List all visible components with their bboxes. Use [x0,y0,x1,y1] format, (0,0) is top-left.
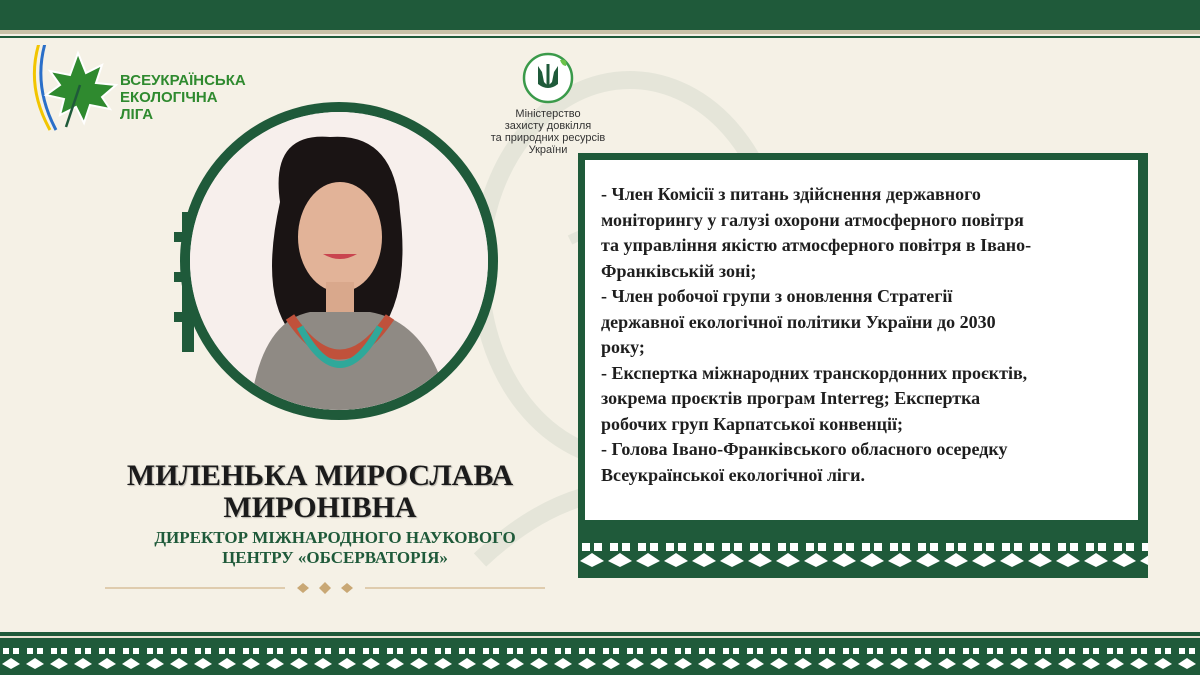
info-line-1: - Член Комісії з питань здійснення державного [601,184,981,204]
info-text [601,182,1131,488]
person-name-line-1: МИЛЕНЬКА МИРОСЛАВА [126,459,514,492]
bottom-ornament-band [0,632,1200,675]
info-text-box [585,160,1138,520]
ministry-trident-icon [522,52,574,104]
portrait-ring [180,102,498,420]
person-name [110,460,530,524]
info-line-11: - Голова Івано-Франківського обласного осередку [601,439,1008,459]
bottom-embroidery-pattern [0,642,1200,672]
info-line-6: державної екологічної політики України до 2030 [601,311,996,332]
person-title-line-1: ДИРЕКТОР МІЖНАРОДНОГО НАУКОВОГО [154,528,516,547]
info-line-5: - Член робочої групи з оновлення Стратегії [601,286,953,306]
decorative-divider [105,582,545,594]
ministry-line-2: захисту довкілля [504,120,592,132]
top-ornament-band [0,0,1200,34]
portrait-frame [180,102,512,434]
league-name-line-1: ВСЕУКРАЇНСЬКА [120,72,246,89]
info-line-10: робочих груп Карпатської конвенції; [601,413,904,434]
embroidery-pattern [578,531,1148,571]
person-name-line-2: МИРОНІВНА [223,491,417,524]
person-photo [190,112,488,410]
info-line-4: Франківській зоні; [601,260,757,281]
bottom-band-line [0,636,1200,638]
portrait-photo [190,112,488,410]
info-line-8: - Експертка міжнародних транскордонних проєктів, [601,362,1028,383]
league-name-line-3: ЛІГА [120,106,154,123]
info-panel [578,153,1148,578]
info-line-9: зокрема проєктів програм Interreg; Експертка [601,388,981,408]
ministry-line-4: України [528,144,568,156]
league-name-line-2: ЕКОЛОГІЧНА [120,89,218,106]
ministry-line-3: та природних ресурсів [490,132,606,144]
info-line-3: та управління якістю атмосферного повітря в Івано- [601,235,1032,255]
info-line-12: Всеукраїнської екологічної ліги. [601,464,865,485]
person-title [110,528,560,568]
info-line-7: року; [601,337,645,357]
info-line-2: моніторингу у галузі охорони атмосферного повітря [601,209,1024,230]
person-title-line-2: ЦЕНТРУ «ОБСЕРВАТОРІЯ» [222,548,448,567]
ministry-line-1: Міністерство [515,108,581,120]
